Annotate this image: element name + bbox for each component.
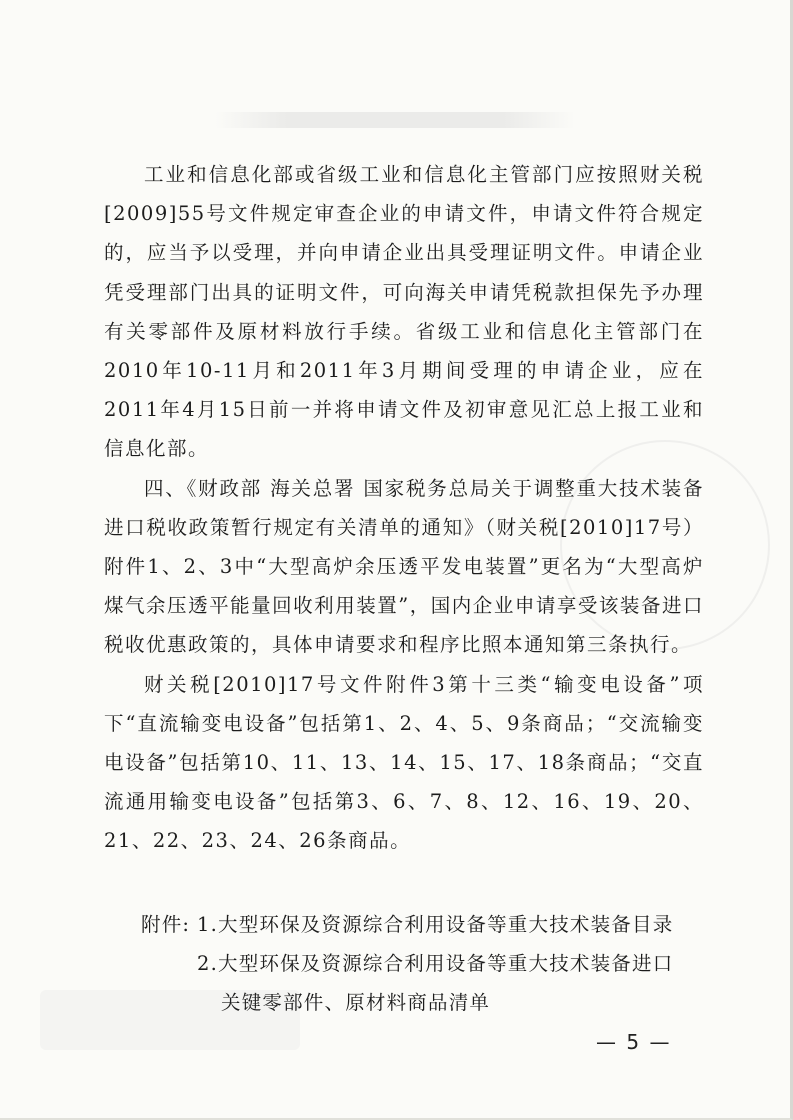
attachments-label: 附件: xyxy=(141,913,191,936)
attachment-row-2 xyxy=(141,944,701,983)
attachment-item-2-line-1: 2.大型环保及资源综合利用设备等重大技术装备进口 xyxy=(197,952,674,975)
document-body xyxy=(104,155,704,861)
attachment-row-3 xyxy=(141,983,701,1022)
attachment-item-1: 1.大型环保及资源综合利用设备等重大技术装备目录 xyxy=(197,913,674,936)
attachments-section xyxy=(141,905,701,1022)
paragraph-transmission-equipment: 财关税[2010]17号文件附件3第十三类“输变电设备”项下“直流输变电设备”包括第1、2、4、5、9条商品；“交流输变电设备”包括第10、11、13、14、15、17、18条商品；“交直流通用输变电设备”包括第3、6、7、8、12、16、19、20、21、22、23、24、26条商品。 xyxy=(104,672,704,853)
page-number: — 5 — xyxy=(596,1030,672,1054)
paragraph-acceptance: 工业和信息化部或省级工业和信息化主管部门应按照财关税[2009]55号文件规定审查企业的申请文件，申请文件符合规定的，应当予以受理，并向申请企业出具受理证明文件。申请企业凭受理部门出具的证明文件，可向海关申请凭税款担保先予办理有关零部件及原材料放行手续。省级工业和信息化主管部门在2010年10-11月和2011年3月期间受理的申请企业，应在2011年4月15日前一并将申请文件及初审意见汇总上报工业和信息化部。 xyxy=(104,163,704,461)
attachment-item-2-line-2: 关键零部件、原材料商品清单 xyxy=(221,991,491,1014)
attachment-row-1 xyxy=(141,905,701,944)
paragraph-item-four: 四、《财政部 海关总署 国家税务总局关于调整重大技术装备进口税收政策暂行规定有关清单的通知》（财关税[2010]17号）附件1、2、3中“大型高炉余压透平发电装置”更名为“大型高炉煤气余压透平能量回收利用装置”，国内企业申请享受该装备进口税收优惠政策的，具体申请要求和程序比照本通知第三条执行。 xyxy=(104,476,704,657)
bleed-through-mark xyxy=(215,112,575,128)
